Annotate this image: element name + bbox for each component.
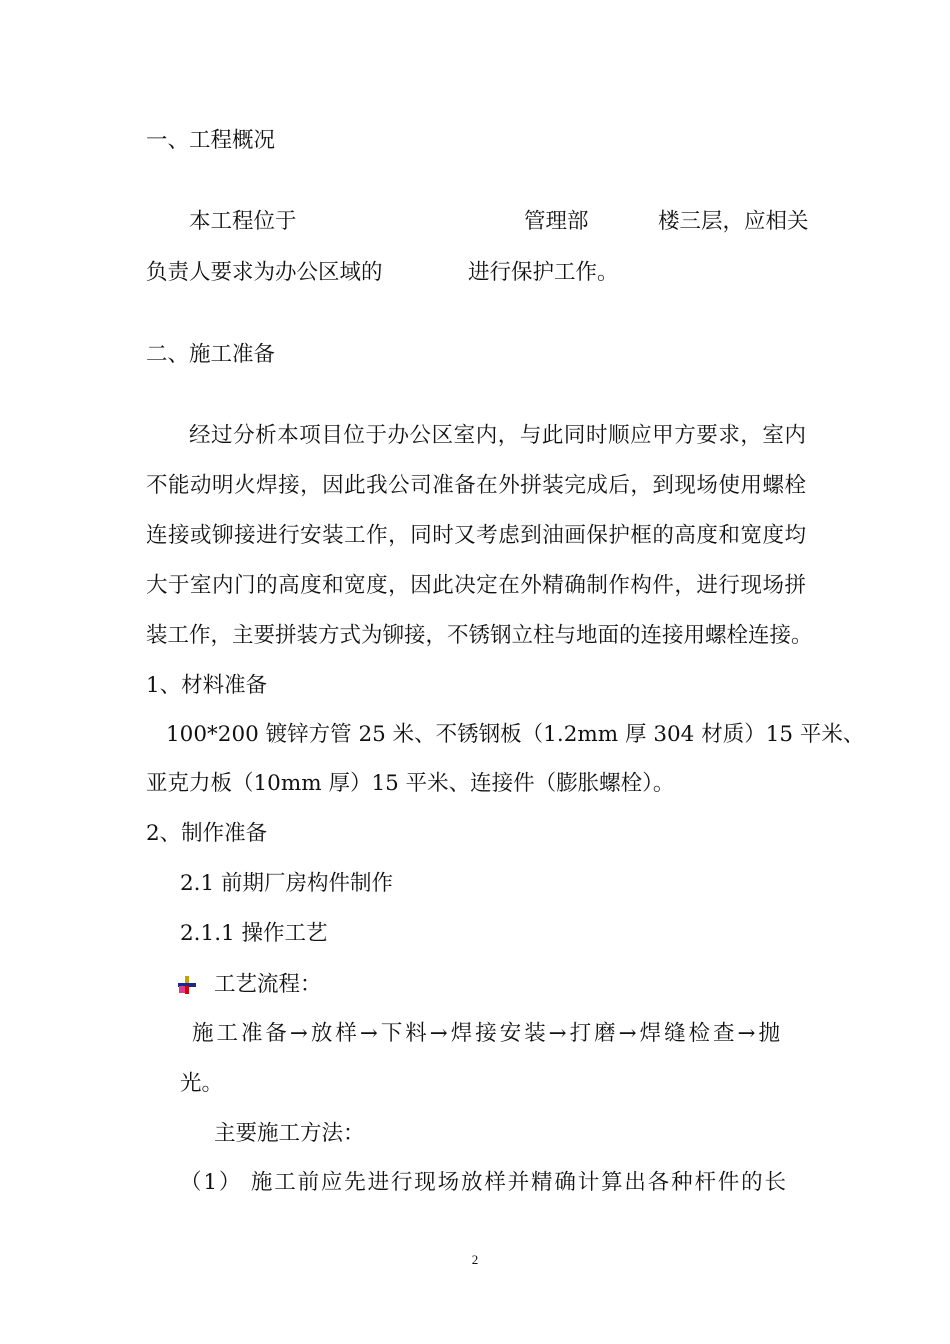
bullet-icon xyxy=(176,974,202,996)
s1-paragraph-line2-seg1: 负责人要求为办公区域的 xyxy=(146,260,383,285)
s2-paragraph-line5: 装工作，主要拼装方式为铆接，不锈钢立柱与地面的连接用螺栓连接。 xyxy=(146,623,813,648)
method-heading: 主要施工方法： xyxy=(214,1121,365,1146)
s2-paragraph-line3: 连接或铆接进行安装工作，同时又考虑到油画保护框的高度和宽度均 xyxy=(146,523,806,548)
item1-heading: 1、材料准备 xyxy=(146,673,268,698)
section1-heading: 一、工程概况 xyxy=(146,128,276,153)
item1-line2: 亚克力板（10mm 厚）15 平米、连接件（膨胀螺栓）。 xyxy=(146,771,675,796)
item1-line1: 100*200 镀锌方管 25 米、不锈钢板（1.2mm 厚 304 材质）15 平米、 xyxy=(166,722,865,747)
page-number: 2 xyxy=(471,1252,479,1267)
s2-paragraph-line1: 经过分析本项目位于办公区室内，与此同时顺应甲方要求，室内 xyxy=(189,423,806,448)
process-line2: 光。 xyxy=(180,1071,224,1096)
s2-paragraph-line2: 不能动明火焊接，因此我公司准备在外拼装完成后，到现场使用螺栓 xyxy=(146,473,806,498)
s1-paragraph-line1-seg3: 楼三层，应相关 xyxy=(658,209,809,234)
s1-paragraph-line1-seg2: 管理部 xyxy=(524,209,589,234)
s2-paragraph-line4: 大于室内门的高度和宽度，因此决定在外精确制作构件，进行现场拼 xyxy=(146,573,806,598)
process-line1: 施工准备→放样→下料→焊接安装→打磨→焊缝检查→抛 xyxy=(192,1021,780,1046)
s1-paragraph-line2-seg2: 进行保护工作。 xyxy=(468,260,619,285)
process-label: 工艺流程： xyxy=(214,972,322,997)
item2-1-1: 2.1.1 操作工艺 xyxy=(180,921,328,946)
item2-1: 2.1 前期厂房构件制作 xyxy=(180,871,394,896)
section2-heading: 二、施工准备 xyxy=(146,342,276,367)
s1-paragraph-line1-seg1: 本工程位于 xyxy=(189,209,297,234)
method-item-1: （1） 施工前应先进行现场放样并精确计算出各种杆件的长 xyxy=(180,1170,786,1195)
item2-heading: 2、制作准备 xyxy=(146,821,268,846)
